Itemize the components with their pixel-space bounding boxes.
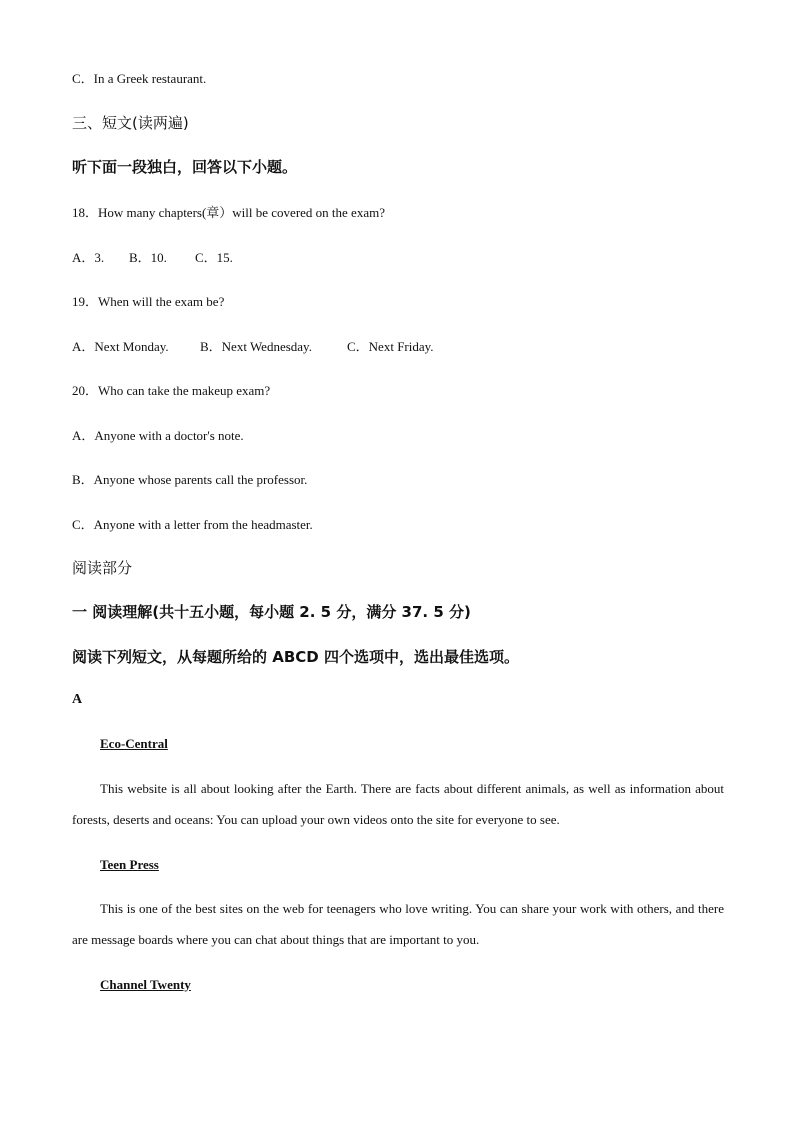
question-20-option-b: B．Anyone whose parents call the professor.	[72, 472, 308, 487]
passage-letter: A	[72, 692, 83, 707]
question-18-option-c: C．15.	[195, 250, 233, 265]
site-description-teen-press: This is one of the best sites on the web for teenagers who love writing. You can share your work with others, and there are message boards where you can chat about things that are important to you.	[72, 901, 724, 947]
site-title-channel-twenty: Channel Twenty	[100, 977, 191, 992]
question-18: 18．How many chapters(章）will be covered on the exam?	[72, 205, 385, 220]
site-title-eco-central: Eco-Central	[100, 736, 168, 751]
question-19-option-b: B．Next Wednesday.	[200, 339, 312, 354]
site-title-teen-press: Teen Press	[100, 857, 159, 872]
reading-part-heading: 阅读部分	[72, 559, 133, 577]
question-18-option-b: B．10.	[129, 250, 167, 265]
question-18-option-a: A．3.	[72, 250, 105, 265]
question-20: 20．Who can take the makeup exam?	[72, 383, 271, 398]
question-20-option-a: A．Anyone with a doctor's note.	[72, 428, 244, 443]
reading-section-heading: 一 阅读理解(共十五小题，每小题 2. 5 分，满分 37. 5 分)	[72, 603, 471, 621]
reading-instruction: 阅读下列短文，从每题所给的 ABCD 四个选项中，选出最佳选项。	[72, 648, 519, 666]
question-19-options	[72, 336, 434, 355]
site-description-eco-central: This website is all about looking after the Earth. There are facts about different animals, as well as information about forests, deserts and oceans: You can upload your own videos onto the site for everyone to see.	[72, 781, 724, 827]
question-18-options	[72, 247, 233, 266]
option-c-greek-restaurant: C．In a Greek restaurant.	[72, 71, 207, 86]
question-19-option-c: C．Next Friday.	[347, 339, 434, 354]
question-19: 19．When will the exam be?	[72, 294, 225, 309]
question-19-option-a: A．Next Monday.	[72, 339, 169, 354]
question-20-option-c: C．Anyone with a letter from the headmaster.	[72, 517, 313, 532]
listening-instruction: 听下面一段独白，回答以下小题。	[72, 158, 298, 176]
section-title-short-passage: 三、短文(读两遍)	[72, 114, 189, 132]
